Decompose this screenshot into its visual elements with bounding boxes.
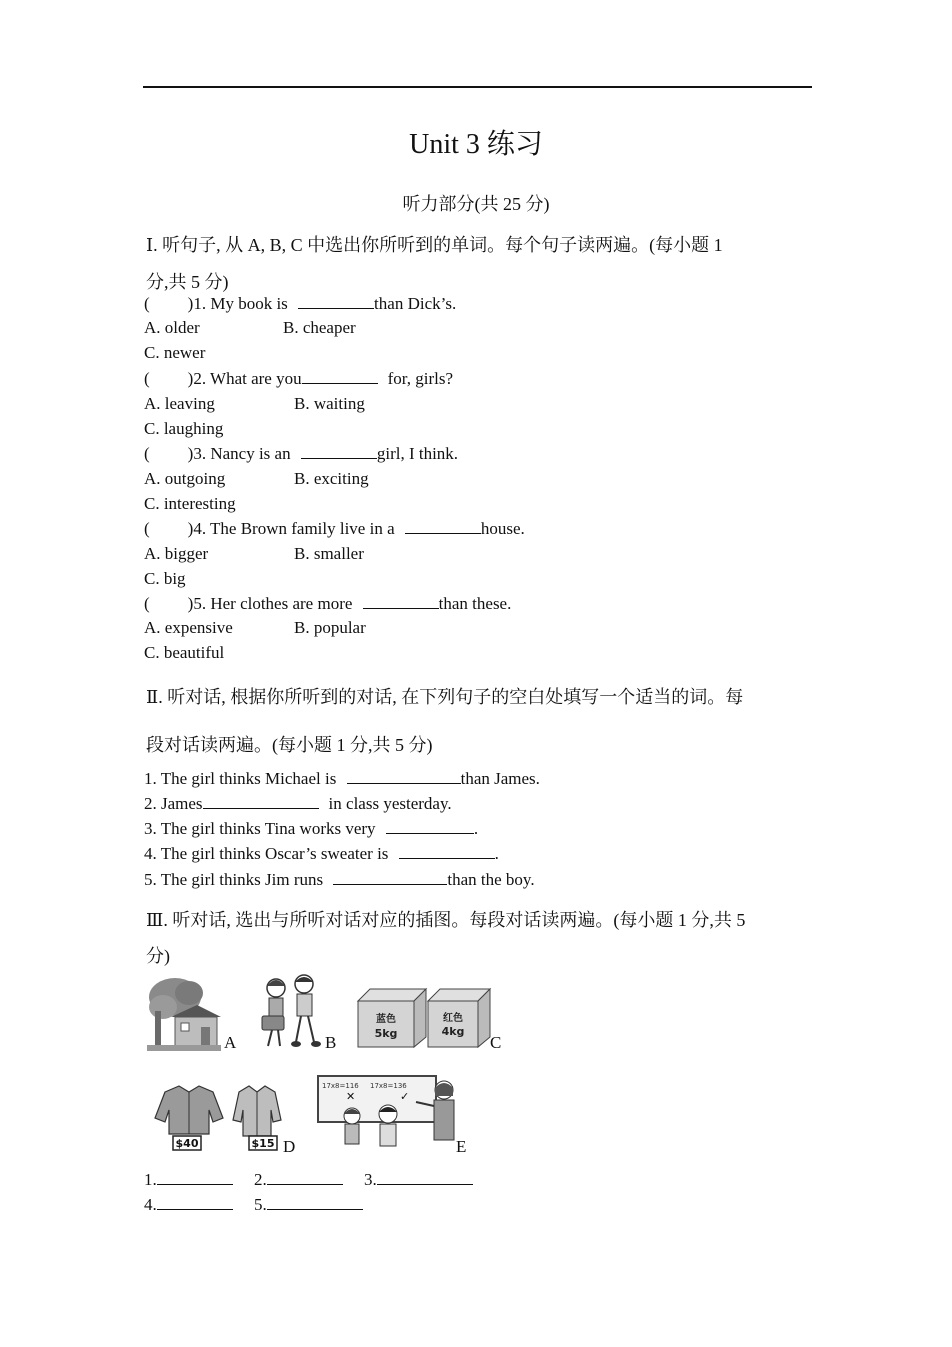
answer-paren-open: ( [144, 294, 150, 313]
option-a: A. outgoing [144, 469, 226, 488]
answer-2 [254, 1168, 343, 1190]
option-b: B. smaller [294, 544, 364, 563]
fill-item-tail: in class yesterday. [328, 794, 452, 813]
answer-blank[interactable] [267, 1193, 363, 1210]
section3-heading-line1: Ⅲ. 听对话, 选出与所听对话对应的插图。每段对话读两遍。(每小题 1 分,共 5 [146, 910, 746, 930]
question-tail: house. [480, 519, 525, 538]
question-3 [144, 442, 458, 464]
fill-item-3 [144, 817, 478, 839]
question-blank[interactable] [302, 367, 378, 384]
answer-1 [144, 1168, 233, 1190]
fill-item-tail: than James. [460, 769, 540, 788]
fill-item-4 [144, 842, 499, 864]
question-text: )5. Her clothes are more [187, 594, 353, 613]
answer-4 [144, 1193, 233, 1215]
picture-label-d: D [283, 1137, 296, 1156]
question-5 [144, 592, 511, 614]
fill-blank[interactable] [333, 868, 447, 885]
answer-number: 2. [254, 1170, 267, 1189]
answer-paren-open: ( [144, 444, 150, 463]
question-tail: than these. [438, 594, 512, 613]
picture-label-b: B [325, 1033, 337, 1052]
price-tag-1: $40 [175, 1137, 199, 1150]
option-c: C. interesting [144, 494, 236, 513]
answer-number: 5. [254, 1195, 267, 1214]
fill-blank[interactable] [347, 767, 461, 784]
board-equation-1: 17x8=116 [322, 1082, 359, 1090]
fill-item-text: 1. The girl thinks Michael is [144, 769, 337, 788]
question-text: )3. Nancy is an [187, 444, 291, 463]
question-tail: girl, I think. [376, 444, 459, 463]
question-1 [144, 292, 456, 314]
answer-blank[interactable] [267, 1168, 343, 1185]
picture-label-a: A [224, 1033, 237, 1052]
option-c: C. laughing [144, 419, 224, 438]
fill-item-5 [144, 868, 535, 890]
picture-d-jackets [145, 1082, 285, 1154]
answer-number: 1. [144, 1170, 157, 1189]
option-a: A. leaving [144, 394, 215, 413]
fill-item-text: 3. The girl thinks Tina works very [144, 819, 376, 838]
option-a: A. expensive [144, 618, 233, 637]
question-2 [144, 367, 453, 389]
question-blank[interactable] [363, 592, 439, 609]
fill-item-tail: . [473, 819, 479, 838]
box-2-weight: 4kg [441, 1025, 465, 1038]
fill-item-1 [144, 767, 540, 789]
fill-item-tail: than the boy. [447, 870, 535, 889]
answer-number: 4. [144, 1195, 157, 1214]
box-1-weight: 5kg [374, 1027, 398, 1040]
picture-a-tree-house [145, 975, 223, 1053]
option-b: B. popular [294, 618, 366, 637]
section3-heading-line2: 分) [146, 946, 170, 966]
answer-paren-open: ( [144, 369, 150, 388]
page-title: Unit 3 练习 [409, 129, 543, 160]
picture-label-e: E [456, 1137, 467, 1156]
answer-blank[interactable] [377, 1168, 473, 1185]
question-blank[interactable] [405, 517, 481, 534]
cross-mark-icon: ✕ [346, 1090, 356, 1103]
option-b: B. exciting [294, 469, 369, 488]
option-a: A. older [144, 318, 200, 337]
question-4 [144, 517, 525, 539]
section1-heading-line1: Ⅰ. 听句子, 从 A, B, C 中选出你所听到的单词。每个句子读两遍。(每小题 1 [146, 235, 723, 255]
answer-3 [364, 1168, 473, 1190]
fill-blank[interactable] [386, 817, 474, 834]
picture-e-classroom [316, 1074, 458, 1152]
option-b: B. cheaper [283, 318, 356, 337]
section2-heading-line2: 段对话读两遍。(每小题 1 分,共 5 分) [146, 735, 433, 755]
fill-item-text: 2. James [144, 794, 203, 813]
answer-number: 3. [364, 1170, 377, 1189]
fill-blank[interactable] [203, 792, 319, 809]
answer-blank[interactable] [157, 1168, 233, 1185]
question-text: )2. What are you [187, 369, 302, 388]
option-c: C. beautiful [144, 643, 225, 662]
question-text: )1. My book is [187, 294, 288, 313]
box-2-color: 红色 [443, 1013, 463, 1024]
fill-item-2 [144, 792, 452, 814]
question-blank[interactable] [301, 442, 377, 459]
price-tag-2: $15 [251, 1137, 275, 1150]
page-subtitle: 听力部分(共 25 分) [402, 194, 550, 214]
answer-5 [254, 1193, 363, 1215]
section1-heading-line2: 分,共 5 分) [146, 272, 229, 292]
picture-label-c: C [490, 1033, 502, 1052]
question-blank[interactable] [298, 292, 374, 309]
section2-heading-line1: Ⅱ. 听对话, 根据你所听到的对话, 在下列句子的空白处填写一个适当的词。每 [146, 687, 744, 707]
fill-blank[interactable] [399, 842, 495, 859]
answer-paren-open: ( [144, 519, 150, 538]
answer-paren-open: ( [144, 594, 150, 613]
option-c: C. newer [144, 343, 206, 362]
question-text: )4. The Brown family live in a [187, 519, 395, 538]
box-1-color: 蓝色 [376, 1014, 396, 1025]
check-mark-icon: ✓ [400, 1090, 410, 1103]
option-a: A. bigger [144, 544, 209, 563]
answer-blank[interactable] [157, 1193, 233, 1210]
question-tail: for, girls? [387, 369, 454, 388]
board-equation-2: 17x8=136 [370, 1082, 407, 1090]
fill-item-text: 5. The girl thinks Jim runs [144, 870, 324, 889]
fill-item-tail: . [494, 844, 499, 863]
option-c: C. big [144, 569, 186, 588]
option-b: B. waiting [294, 394, 365, 413]
header-rule [143, 86, 812, 88]
picture-b-children [256, 972, 324, 1052]
fill-item-text: 4. The girl thinks Oscar’s sweater is [144, 844, 389, 863]
question-tail: than Dick’s. [374, 294, 457, 313]
picture-c-boxes [356, 987, 492, 1049]
